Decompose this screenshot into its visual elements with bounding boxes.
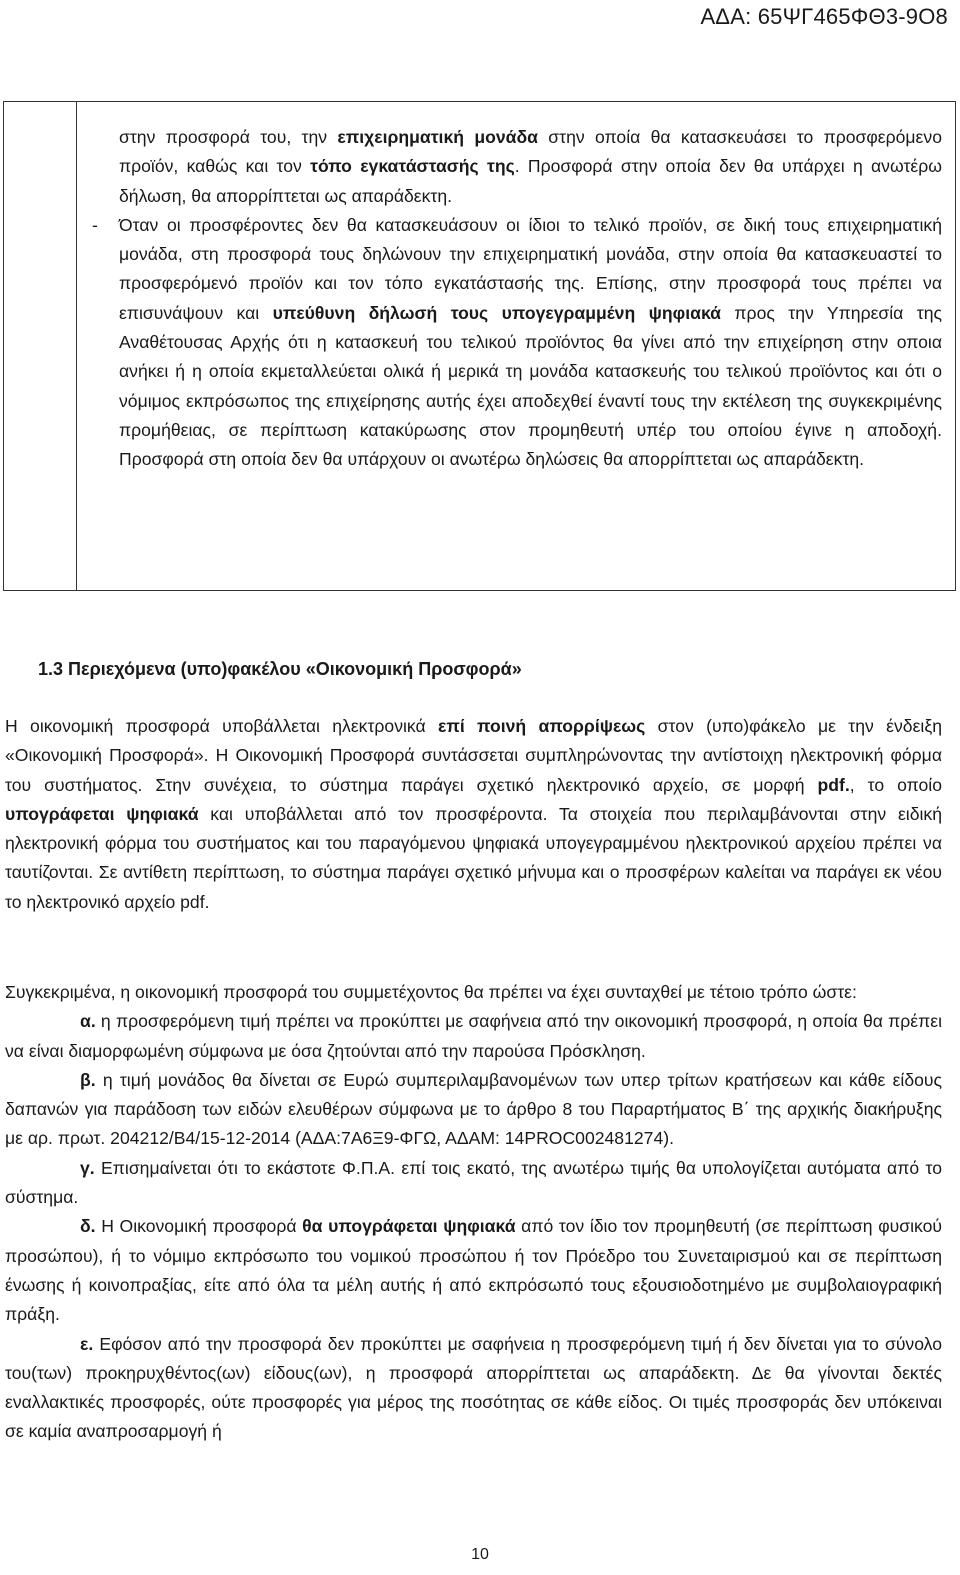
bold-run: υπεύθυνη δήλωσή τους υπογεγραμμένη ψηφιακά xyxy=(272,302,721,323)
list-dash: - xyxy=(92,214,98,235)
box-paragraph-2 xyxy=(92,211,942,475)
text-run: προς την Υπηρεσία της Αναθέτουσας Αρχής ότι η κατασκευή του τελικού προϊόντος θα γίνει από την επιχείρηση στην οποια ανήκει ή η οποία εκμεταλλεύεται ολικά ή μερικά τη μονάδα κατασκευής του τελικού προϊόντος και ότι ο νόμιμος εκπρόσωπος της επιχείρησης αυτής έχει αποδεχθεί έναντί τους την εκτέλεση της συγκεκριμένης προμήθειας, σε περίπτωση κατακύρωσης στον προμηθευτή υπέρ του οποίου έγινε η αποδοχή. Προσφορά στη οποία δεν θα υπάρχουν οι ανωτέρω δηλώσεις θα απορρίπτεται ως απαράδεκτη. xyxy=(119,302,942,470)
bold-run: τόπο εγκατάστασής της xyxy=(310,156,515,177)
list-item-c xyxy=(5,1154,942,1213)
ada-identifier: ΑΔΑ: 65ΨΓ465ΦΘ3-9Ο8 xyxy=(700,4,948,29)
list-item-e xyxy=(5,1330,942,1447)
table-cell-content xyxy=(92,123,943,475)
section-body xyxy=(5,978,942,1447)
section-paragraph-1 xyxy=(5,712,942,917)
text-run: Εφόσον από την προσφορά δεν προκύπτει με σαφήνεια η προσφερόμενη τιμή ή δεν δίνεται για το σύνολο του(των) προκηρυχθέντος(ων) είδους(ων), η προσφορά απορρίπτεται ως απαράδεκτη. Δε θα γίνονται δεκτές εναλλακτικές προσφορές, ούτε προσφορές για μέρος της ποσότητας σε κάθε είδος. Οι τιμές προσφοράς δεν υπόκειναι σε καμία αναπροσαρμογή ή xyxy=(5,1333,942,1442)
text-run: . Προσφορά στην οποία δεν θα υπάρχει η ανωτέρω δήλωση, θα απορρίπτεται ως απαράδεκτη. xyxy=(119,156,943,206)
text-run: στην προσφορά του, την xyxy=(119,127,338,147)
item-label: ε. xyxy=(80,1333,94,1354)
bold-run: pdf. xyxy=(817,774,850,795)
bold-run: επί ποινή απορρίψεως xyxy=(438,716,646,736)
text-run: από τον ίδιο τον προμηθευτή (σε περίπτωση φυσικού προσώπου), ή το νόμιμο εκπρόσωπο του νομικού προσώπου ή τον Πρόεδρο του Συνεταιρισμού και σε περίπτωση ένωσης ή κοινοπραξίας, είτε από όλα τα μέλη αυτής ή από εκπρόσωπό τους εξουσιοδοτημένο με συμβολαιογραφική πράξη. xyxy=(5,1216,943,1325)
text-run: Όταν οι προσφέροντες δεν θα κατασκευάσουν οι ίδιοι το τελικό προϊόν, σε δική τους επιχειρηματική μονάδα, στη προσφορά τους δηλώνουν την επιχειρηματική μονάδα, στην οποία θα κατασκευαστεί το προσφερόμενό προϊόν και τον τόπο εγκατάστασής της. Επίσης, στην προσφορά τους πρέπει να επισυνάψουν και xyxy=(119,214,942,323)
section-paragraph-2: Συγκεκριμένα, η οικονομική προσφορά του συμμετέχοντος θα πρέπει να έχει συνταχθεί με τέτοιο τρόπο ώστε: xyxy=(5,982,857,1002)
text-run: η τιμή μονάδος θα δίνεται σε Ευρώ συμπεριλαμβανομένων των υπερ τρίτων κρατήσεων και κάθε είδους δαπανών για παράδοση των ειδών ελευθέρων σύμφωνα με το άρθρο 8 του Παραρτήματος Β΄ της αρχικής διακήρυξης με αρ. πρωτ. 204212/Β4/15-12-2014 (ΑΔΑ:7Α6Ξ9-ΦΓΩ, ΑΔΑΜ: 14PROC002481274). xyxy=(5,1069,942,1149)
item-label: δ. xyxy=(80,1216,96,1237)
list-item-b xyxy=(5,1066,942,1154)
bold-run: υπογράφεται ψηφιακά xyxy=(5,803,199,824)
box-paragraph-1 xyxy=(119,123,942,211)
list-item-d xyxy=(5,1212,942,1329)
item-label: α. xyxy=(80,1011,96,1032)
text-run: η προσφερόμενη τιμή πρέπει να προκύπτει με σαφήνεια από την οικονομική προσφορά, η οποία θα πρέπει να είναι διαμορφωμένη σύμφωνα με όσα ζητούνται από την παρούσα Πρόσκληση. xyxy=(5,1011,942,1061)
bordered-table-cell xyxy=(3,101,956,591)
bold-run: θα υπογράφεται ψηφιακά xyxy=(302,1216,516,1237)
text-run: στον (υπο)φάκελο με την ένδειξη «Οικονομική Προσφορά». Η Οικονομική Προσφορά συντάσσεται συμπληρώνοντας την αντίστοιχη ηλεκτρονική φόρμα του συστήματος. Στην συνέχεια, το σύστημα παράγει σχετικό ηλεκτρονικό αρχείο, σε μορφή xyxy=(5,716,942,795)
text-run: και υποβάλλεται από τον προσφέροντα. Τα στοιχεία που περιλαμβάνονται στην ειδική ηλεκτρονική φόρμα του συστήματος και του παραγόμενου ψηφιακά υπογεγραμμένου ηλεκτρονικού αρχείου πρέπει να ταυτίζονται. Σε αντίθετη περίπτωση, το σύστημα παράγει σχετικό μήνυμα και ο προσφέρων καλείται να παράγει εκ νέου το ηλεκτρονικό αρχείο pdf. xyxy=(5,803,942,912)
table-column-divider xyxy=(76,102,77,590)
page-number: 10 xyxy=(471,1546,489,1563)
text-run: , το οποίο xyxy=(849,774,942,795)
list-item-a xyxy=(5,1007,942,1066)
text-run: στην οποία θα κατασκευάσει το προσφερόμενο προϊόν, καθώς και τον xyxy=(119,127,942,177)
text-run: Επισημαίνεται ότι το εκάστοτε Φ.Π.Α. επί τοις εκατό, της ανωτέρω τιμής θα υπολογίζεται αυτόματα από το σύστημα. xyxy=(5,1157,942,1208)
item-label: β. xyxy=(80,1069,96,1090)
section-heading: 1.3 Περιεχόμενα (υπο)φακέλου «Οικονομική Προσφορά» xyxy=(38,659,522,679)
bold-run: επιχειρηματική μονάδα xyxy=(337,127,538,147)
item-label: γ. xyxy=(80,1157,95,1178)
text-run: Η οικονομική προσφορά υποβάλλεται ηλεκτρονικά xyxy=(5,716,438,736)
text-run: Η Οικονομική προσφορά xyxy=(95,1216,303,1237)
